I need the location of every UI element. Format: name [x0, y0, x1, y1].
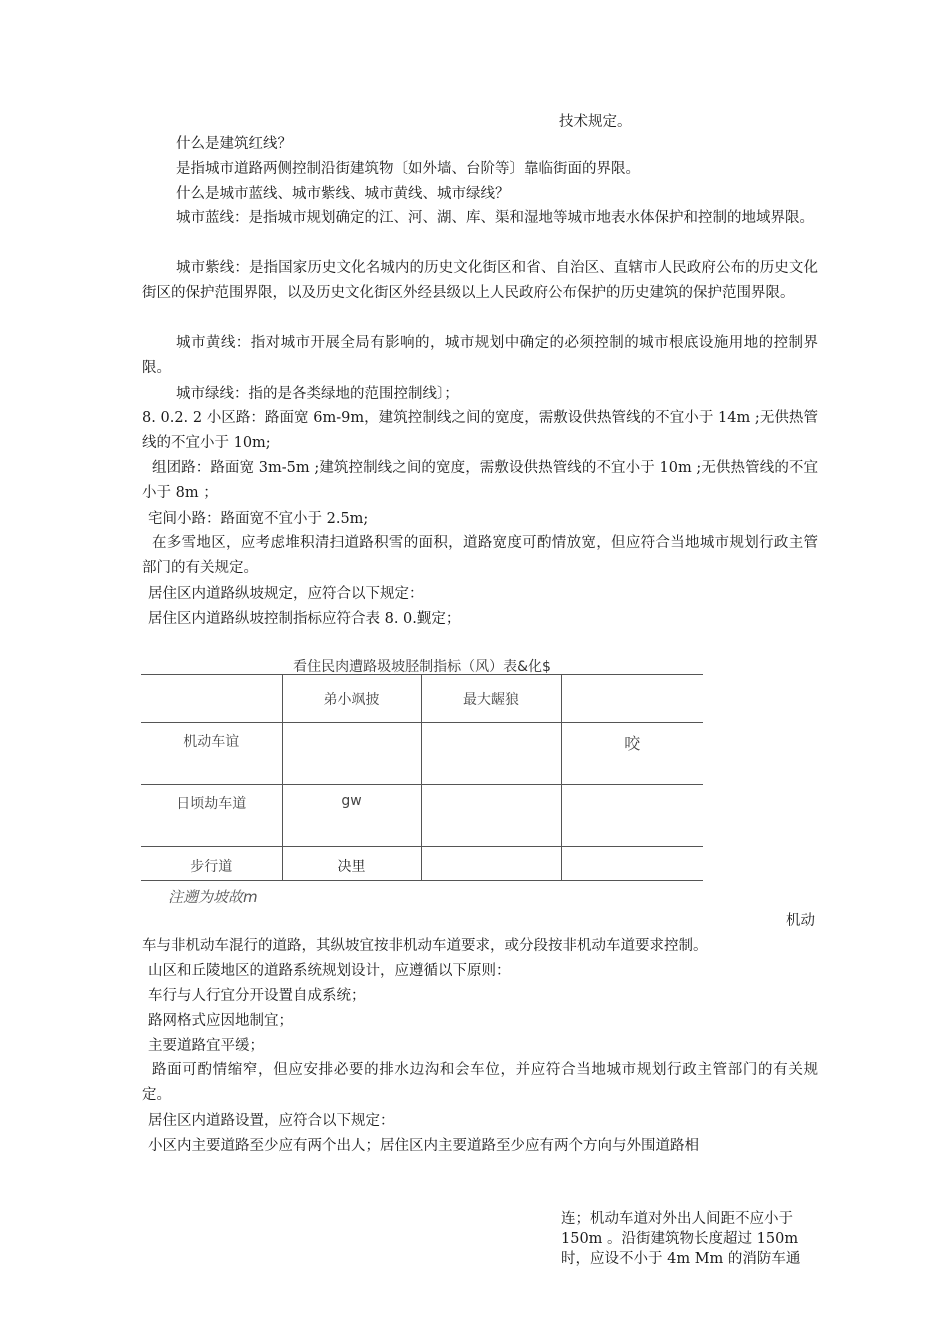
clause-snow-area: 在多雪地区，应考虑堆积清扫道路积雪的面积，道路宽度可酌情放宽，但应符合当地城市规划行政主管部门的有关规定。: [142, 535, 818, 576]
table-cell: [421, 847, 561, 881]
table-row: [141, 847, 703, 881]
table-cell: [561, 847, 703, 881]
top-right-text: 技术规定。: [559, 114, 632, 130]
header-cell: [561, 675, 703, 723]
principle-network: 路网格式应因地制宜；: [148, 1013, 293, 1029]
principle-separate: 车行与人行宜分开设置自成系统；: [148, 988, 366, 1004]
clause-district-road: 8. 0.2. 2 小区路：路面宽 6m-9m，建筑控制线之间的宽度，需敷设供热管线的不宜小于 14m ;无供热管线的不宜小于 10m;: [142, 410, 818, 451]
principle-gentle: 主要道路宜平缓；: [148, 1038, 264, 1054]
table-caption: 看住民肉遭路圾坡胫制指标（风）表&化$: [293, 659, 551, 675]
table-row: [141, 723, 703, 785]
table-cell: [561, 785, 703, 847]
question-red-line: 什么是建筑红线？: [176, 136, 292, 152]
green-line-definition: 城市绿线：指的是各类绿地的范围控制线〕；: [176, 386, 459, 402]
table-cell: gw: [282, 785, 421, 847]
table-note: 注遡为坡故m: [168, 888, 258, 906]
purple-line-definition: 城市紫线：是指国家历史文化名城内的历史文化街区和省、自治区、直辖市人民政府公布的历史文化街区的保护范围界限，以及历史文化街区外经县级以上人民政府公布保护的历史建筑的保护范围界限。: [142, 260, 818, 301]
blue-line-definition: 城市蓝线：是指城市规划确定的江、河、湖、库、渠和湿地等城市地表水体保护和控制的地域界限。: [176, 210, 814, 226]
table-cell: 咬: [561, 723, 703, 785]
table-header-row: [141, 675, 703, 723]
principle-narrow: 路面可酌情缩窄，但应安排必要的排水边沟和会车位，并应符合当地城市规划行政主管部门的有关规定。: [142, 1062, 818, 1103]
table-row: [141, 785, 703, 847]
continuation-text: 车与非机动车混行的道路，其纵坡宜按非机动车道要求，或分段按非机动车道要求控制。: [142, 938, 708, 954]
red-line-definition: 是指城市道路两侧控制沿街建筑物〔如外墙、台阶等〕靠临街面的界限。: [176, 161, 640, 177]
slope-table: [141, 674, 703, 881]
clause-group-road: 组团路：路面宽 3m-5m ;建筑控制线之间的宽度，需敷设供热管线的不宜小于 10m ;无供热管线的不宜小于 8m ；: [142, 460, 818, 501]
table-cell: 机动车谊: [141, 723, 282, 785]
table-cell: 日顷劫车道: [141, 785, 282, 847]
continuation-tail: 机动: [786, 913, 815, 929]
header-cell: 弟小飒披: [282, 675, 421, 723]
table-cell: 步行道: [141, 847, 282, 881]
mountain-principles: 山区和丘陵地区的道路系统规划设计，应遵循以下原则：: [148, 963, 511, 979]
road-settings: 居住区内道路设置，应符合以下规定：: [148, 1113, 395, 1129]
yellow-line-definition: 城市黄线：指对城市开展全局有影响的，城市规划中确定的必须控制的城市根底设施用地的控制界限。: [142, 335, 818, 376]
question-lines: 什么是城市蓝线、城市紫线、城市黄线、城市绿线？: [176, 186, 510, 202]
table-cell: [282, 723, 421, 785]
clause-slope-rules: 居住区内道路纵坡规定，应符合以下规定：: [148, 586, 424, 602]
clause-house-path: 宅间小路：路面宽不宜小于 2.5m;: [148, 511, 369, 527]
road-exits: 小区内主要道路至少应有两个出人；居住区内主要道路至少应有两个方向与外围道路相: [148, 1138, 699, 1154]
table-cell: [421, 723, 561, 785]
header-cell: 最大龌狼: [421, 675, 561, 723]
table-cell: 决里: [282, 847, 421, 881]
table-cell: [421, 785, 561, 847]
right-continuation-block: 连；机动车道对外出人间距不应小于 150m 。沿街建筑物长度超过 150m 时，应设不小于 4m Mm 的消防车通: [561, 1211, 801, 1267]
clause-slope-table-ref: 居住区内道路纵坡控制指标应符合表 8. 0.觐定；: [148, 611, 461, 627]
header-cell: [141, 675, 282, 723]
